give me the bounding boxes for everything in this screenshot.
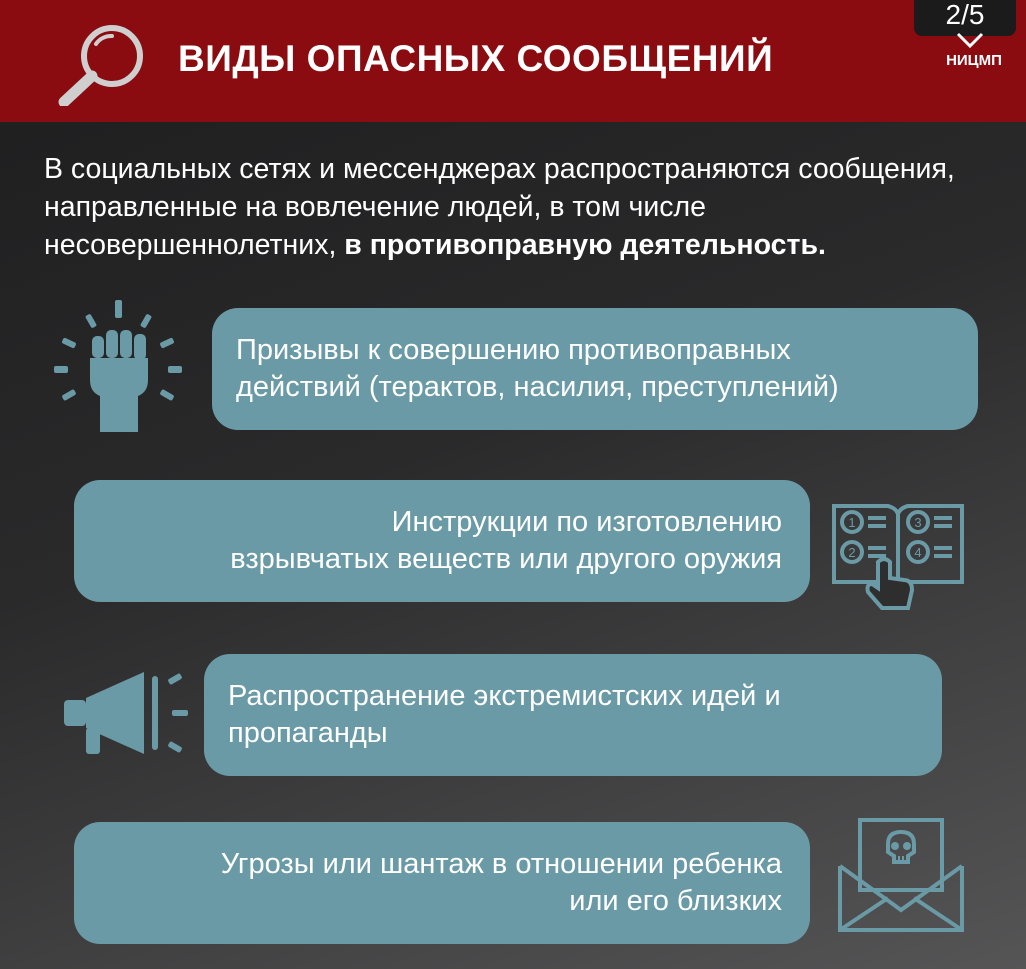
megaphone-icon bbox=[56, 662, 196, 762]
card-line: пропаганды bbox=[228, 717, 388, 749]
card-calls-to-action bbox=[212, 308, 978, 430]
intro-text: В социальных сетях и мессенджерах распространяются сообщения, направленные на вовлечение людей, в том числе несовершеннолетних, bbox=[44, 153, 955, 261]
card-line: Угрозы или шантаж в отношении ребенка bbox=[220, 848, 782, 880]
svg-text:1: 1 bbox=[848, 515, 856, 530]
logo-text: НИЦМП bbox=[946, 52, 1002, 69]
svg-text:4: 4 bbox=[914, 545, 922, 560]
page-title: ВИДЫ ОПАСНЫХ СООБЩЕНИЙ bbox=[178, 38, 774, 79]
card-line: взрывчатых веществ или другого оружия bbox=[230, 543, 782, 575]
card-line: Инструкции по изготовлению bbox=[391, 506, 782, 538]
svg-text:3: 3 bbox=[914, 515, 922, 530]
card-line: Распространение экстремистских идей и bbox=[228, 680, 781, 712]
header-bar bbox=[0, 0, 1026, 122]
card-threats-blackmail bbox=[74, 822, 810, 944]
skull-envelope-icon bbox=[836, 812, 966, 934]
instruction-book-icon bbox=[828, 492, 968, 614]
card-line: или его близких bbox=[569, 885, 782, 917]
intro-paragraph bbox=[44, 150, 994, 264]
svg-text:2: 2 bbox=[848, 545, 856, 560]
card-line: действий (терактов, насилия, преступлений) bbox=[236, 371, 839, 403]
magnifier-icon bbox=[52, 20, 150, 106]
card-extremist-propaganda bbox=[204, 654, 942, 776]
page-counter: 2/5 bbox=[914, 0, 1016, 36]
intro-bold-text: в противоправную деятельность. bbox=[344, 229, 826, 261]
raised-fist-icon bbox=[48, 296, 188, 436]
card-line: Призывы к совершению противоправных bbox=[236, 334, 791, 366]
card-weapon-instructions bbox=[74, 480, 810, 602]
